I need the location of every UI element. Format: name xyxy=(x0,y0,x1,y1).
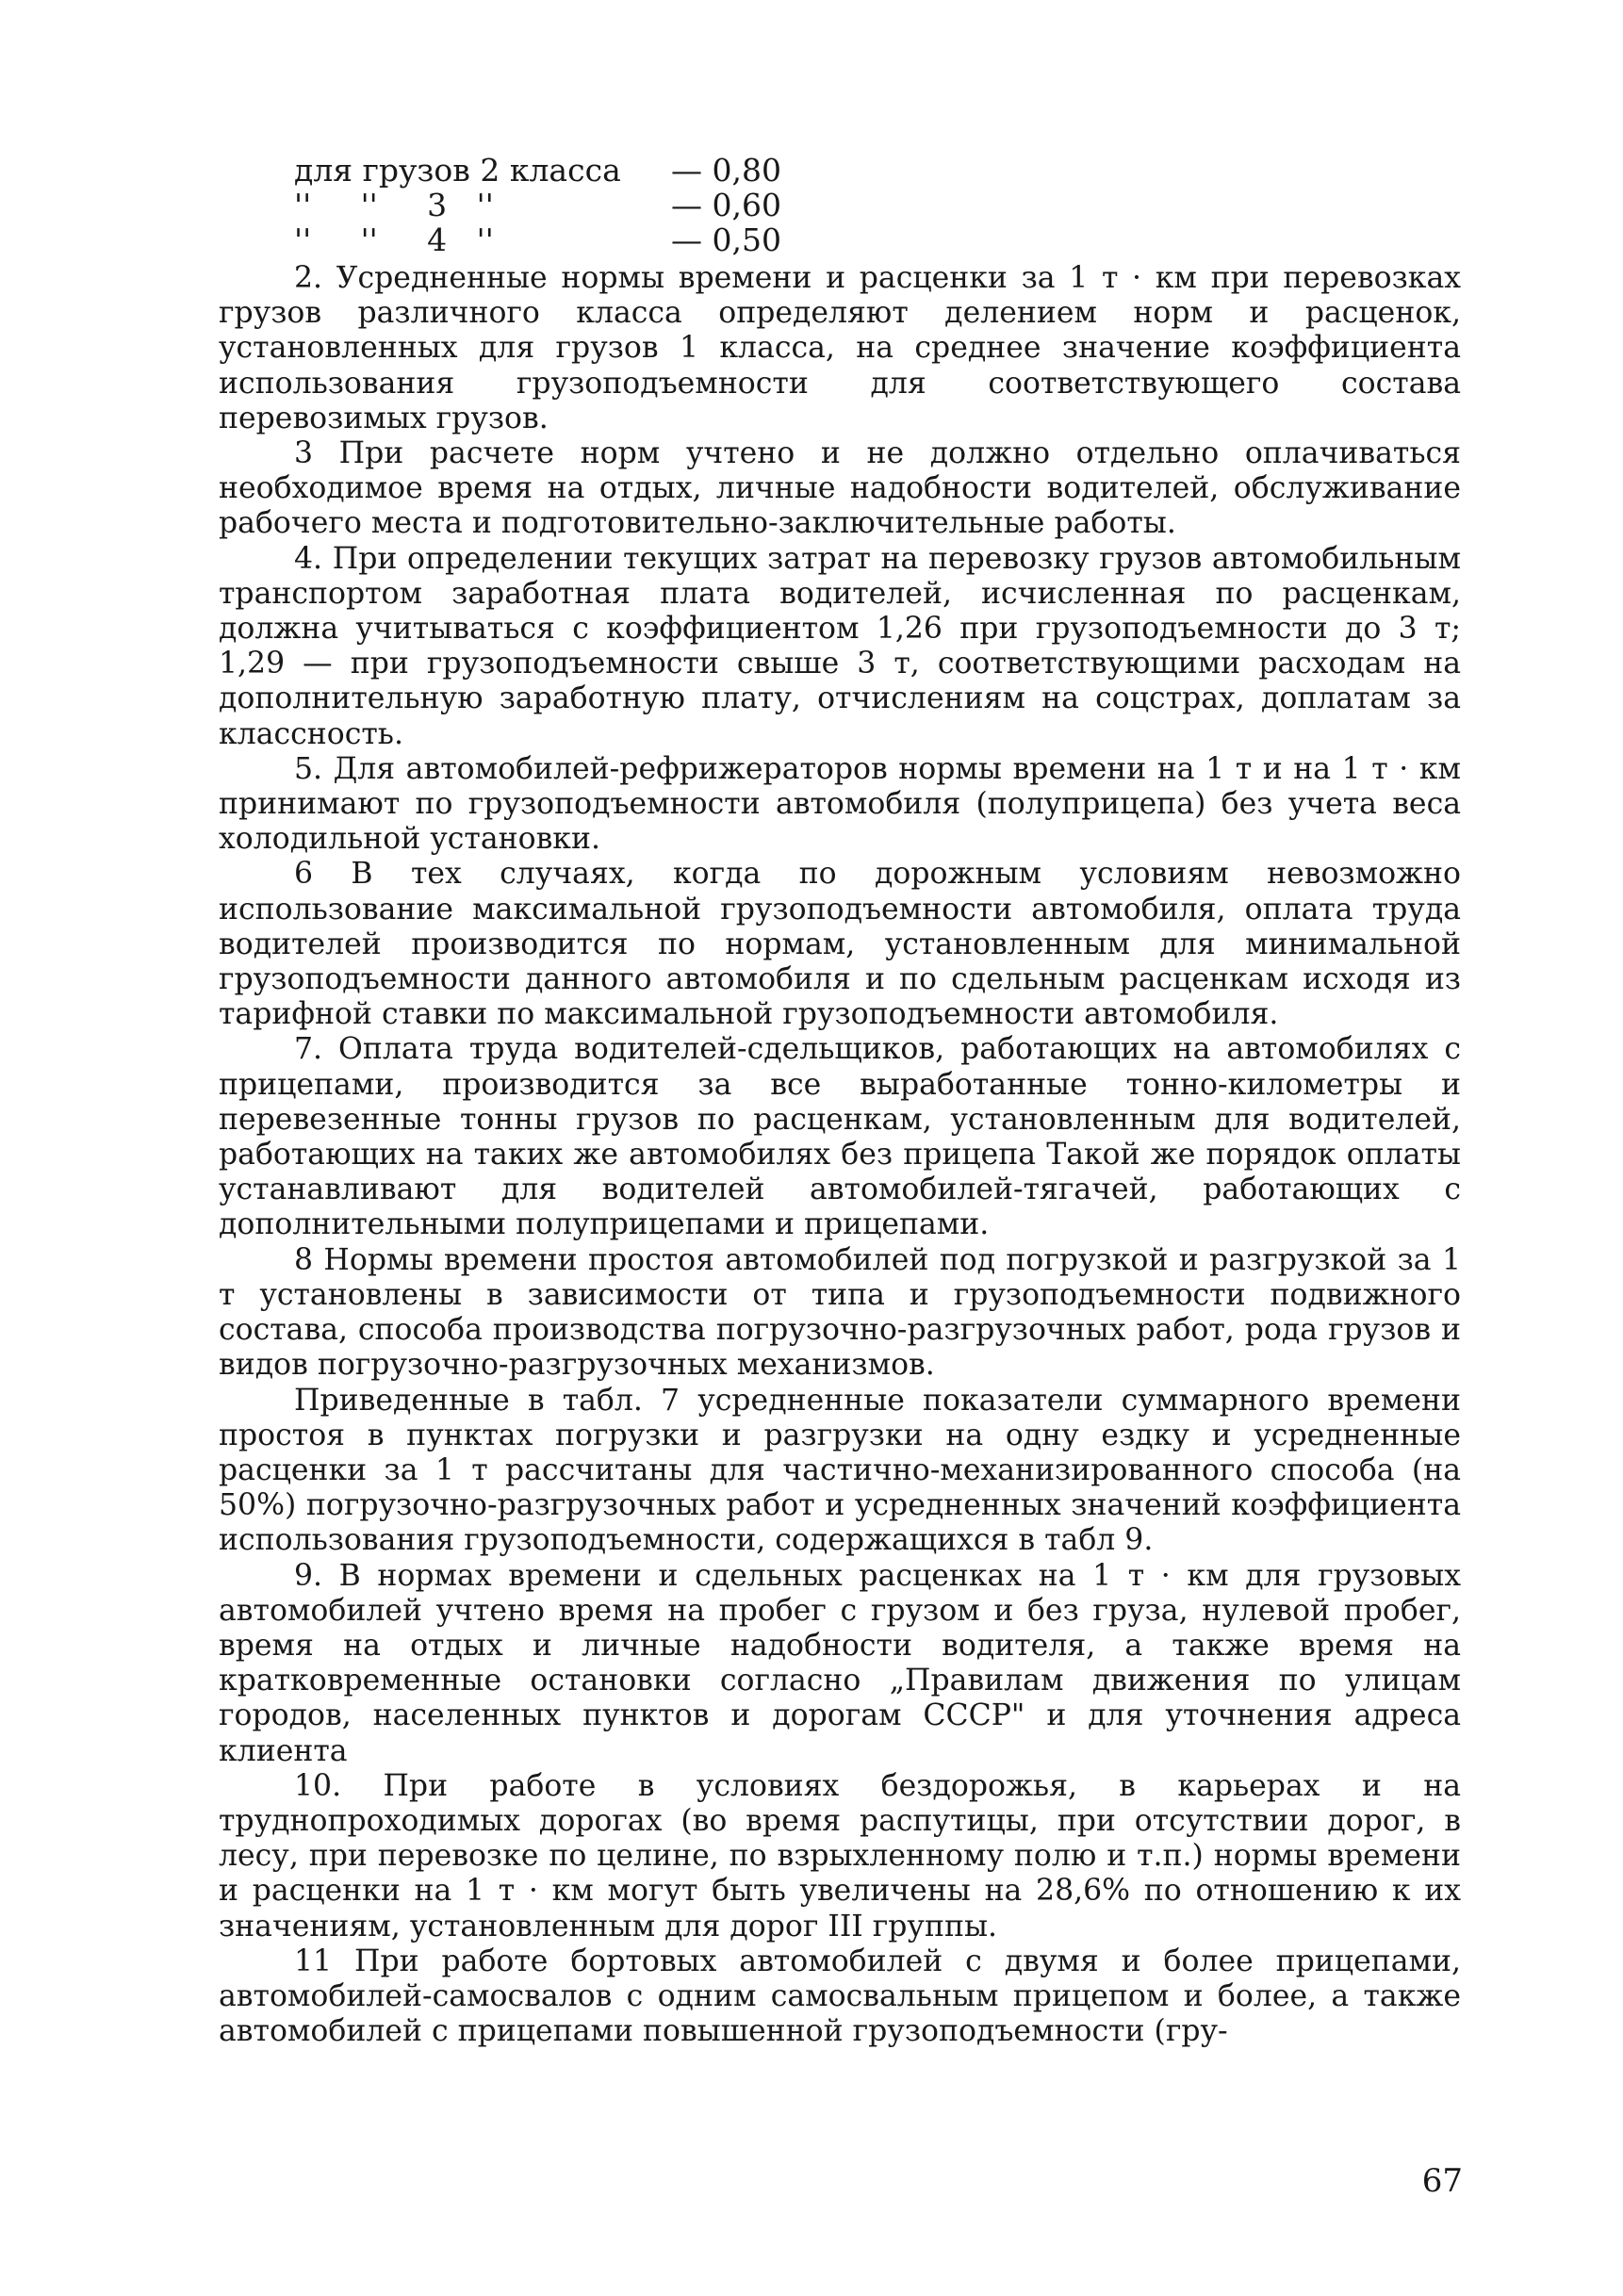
paragraph-6: 6 В тех случаях, когда по дорожным условиям невозможно использование максимальной грузоподъемности автомобиля, оплата труда водителей производится по нормам, установленным для минимальной грузоподъемности данного автомобиля и по сдельным расценкам исходя из тарифной ставки по максимальной грузоподъемности автомобиля. xyxy=(219,857,1461,1032)
paragraph-8: 8 Нормы времени простоя автомобилей под погрузкой и разгрузкой за 1 т установлены в зависимости от типа и грузоподъемности подвижного состава, способа производства погрузочно-разгрузочных работ, рода грузов и видов погрузочно-разгрузочных механизмов. xyxy=(219,1242,1461,1383)
coefficient-label: для грузов 2 класса xyxy=(294,152,621,189)
paragraph-5: 5. Для автомобилей-рефрижераторов нормы времени на 1 т и на 1 т · км принимают по грузоподъемности автомобиля (полуприцепа) без учета веса холодильной установки. xyxy=(219,751,1461,857)
page-number: 67 xyxy=(1421,2162,1463,2200)
paragraph-7: 7. Оплата труда водителей-сдельщиков, работающих на автомобилях с прицепами, производится за все выработанные тонно-километры и перевезенные тонны грузов по расценкам, установленным для водителей, работающих на таких же автомобилях без прицепа Такой же порядок оплаты устанавливают для водителей автомобилей-тягачей, работающих с дополнительными полуприцепами и прицепами. xyxy=(219,1032,1461,1242)
paragraph-10: 10. При работе в условиях бездорожья, в карьерах и на труднопроходимых дорогах (во время распутицы, при отсутствии дорог, в лесу, при перевозке по целине, по взрыхленному полю и т.п.) нормы времени и расценки на 1 т · км могут быть увеличены на 28,6% по отношению к их значениям, установленным для дорог III группы. xyxy=(219,1768,1461,1943)
coefficient-row xyxy=(294,153,781,188)
paragraph-2: 2. Усредненные нормы времени и расценки за 1 т · км при перевозках грузов различного класса определяют делением норм и расценок, установленных для грузов 1 класса, на среднее значение коэффициента использования грузоподъемности для соответствующего состава перевозимых грузов. xyxy=(219,261,1461,435)
coefficient-value: — 0,60 xyxy=(671,187,781,223)
paragraph-4: 4. При определении текущих затрат на перевозку грузов автомобильным транспортом заработная плата водителей, исчисленная по расценкам, должна учитываться с коэффициентом 1,26 при грузоподъемности до 3 т; 1,29 — при грузоподъемности свыше 3 т, соответствующими расходам на дополнительную заработную плату, отчислениям на соцстрах, доплатам за классность. xyxy=(219,541,1461,751)
coefficient-row xyxy=(294,188,781,222)
coefficient-value: — 0,50 xyxy=(671,221,781,258)
paragraph-8-continued: Приведенные в табл. 7 усредненные показатели суммарного времени простоя в пунктах погрузки и разгрузки на одну ездку и усредненные расценки за 1 т рассчитаны для частично-механизированного способа (на 50%) погрузочно-разгрузочных работ и усредненных значений коэффициента использования грузоподъемности, содержащихся в табл 9. xyxy=(219,1383,1461,1558)
coefficient-label: '' '' 3 '' xyxy=(294,187,494,223)
body-text xyxy=(219,261,1461,2049)
coefficient-value: — 0,80 xyxy=(671,152,781,189)
paragraph-3: 3 При расчете норм учтено и не должно отдельно оплачиваться необходимое время на отдых, личные надобности водителей, обслуживание рабочего места и подготовительно-заключительные работы. xyxy=(219,436,1461,541)
coefficient-list xyxy=(294,153,781,257)
paragraph-11: 11 При работе бортовых автомобилей с двумя и более прицепами, автомобилей-самосвалов с одним самосвальным прицепом и более, а также автомобилей с прицепами повышенной грузоподъемности (гру- xyxy=(219,1943,1461,2049)
coefficient-label: '' '' 4 '' xyxy=(294,221,494,258)
coefficient-row xyxy=(294,222,781,257)
paragraph-9: 9. В нормах времени и сдельных расценках на 1 т · км для грузовых автомобилей учтено время на пробег с грузом и без груза, нулевой пробег, время на отдых и личные надобности водителя, а также время на кратковременные остановки согласно „Правилам движения по улицам городов, населенных пунктов и дорогам СССР" и для уточнения адреса клиента xyxy=(219,1558,1461,1768)
